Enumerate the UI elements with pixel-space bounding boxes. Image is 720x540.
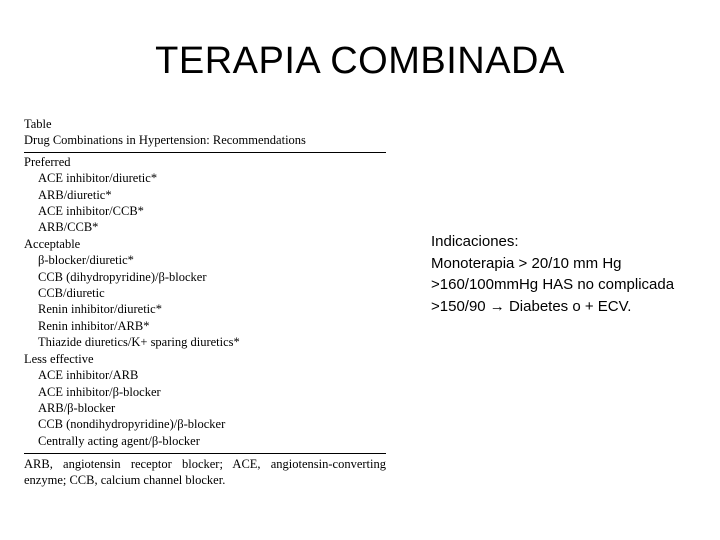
slide-title: TERAPIA COMBINADA (155, 40, 565, 82)
indications-notes (431, 231, 674, 317)
table-top-rule (24, 152, 386, 153)
table-row: ACE inhibitor/ARB (38, 368, 139, 383)
drug-combinations-table (24, 116, 386, 488)
group-preferred (24, 154, 386, 236)
table-label: Table (24, 117, 52, 131)
table-row: ARB/CCB* (38, 220, 99, 235)
notes-line: >150/90 → Diabetes o + ECV. (431, 297, 632, 315)
table-caption: Drug Combinations in Hypertension: Recommendations (24, 133, 306, 148)
table-row: Renin inhibitor/diuretic* (38, 302, 162, 317)
group-heading: Acceptable (24, 236, 81, 251)
table-footnote: ARB, angiotensin receptor blocker; ACE, angiotensin-converting enzyme; CCB, calcium channel blocker. (24, 457, 386, 488)
group-acceptable (24, 236, 386, 351)
table-row: ARB/β-blocker (38, 400, 116, 415)
notes-heading: Indicaciones: (431, 233, 519, 250)
table-row: ACE inhibitor/diuretic* (38, 171, 158, 186)
table-row: Centrally acting agent/β-blocker (38, 433, 200, 448)
table-row: Renin inhibitor/ARB* (38, 318, 150, 333)
table-row: β-blocker/diuretic* (38, 253, 134, 268)
notes-line: Monoterapia > 20/10 mm Hg (431, 254, 622, 272)
group-heading: Preferred (24, 154, 71, 169)
group-heading: Less effective (24, 351, 94, 366)
table-row: CCB/diuretic (38, 286, 105, 301)
table-row: ACE inhibitor/β-blocker (38, 384, 161, 399)
table-row: CCB (dihydropyridine)/β-blocker (38, 269, 207, 284)
table-row: CCB (nondihydropyridine)/β-blocker (38, 417, 226, 432)
notes-line: >160/100mmHg HAS no complicada (431, 276, 675, 293)
table-row: ARB/diuretic* (38, 187, 112, 202)
table-row: Thiazide diuretics/K+ sparing diuretics* (38, 335, 240, 350)
group-less-effective (24, 351, 386, 449)
table-row: ACE inhibitor/CCB* (38, 204, 144, 219)
table-bottom-rule (24, 453, 386, 454)
